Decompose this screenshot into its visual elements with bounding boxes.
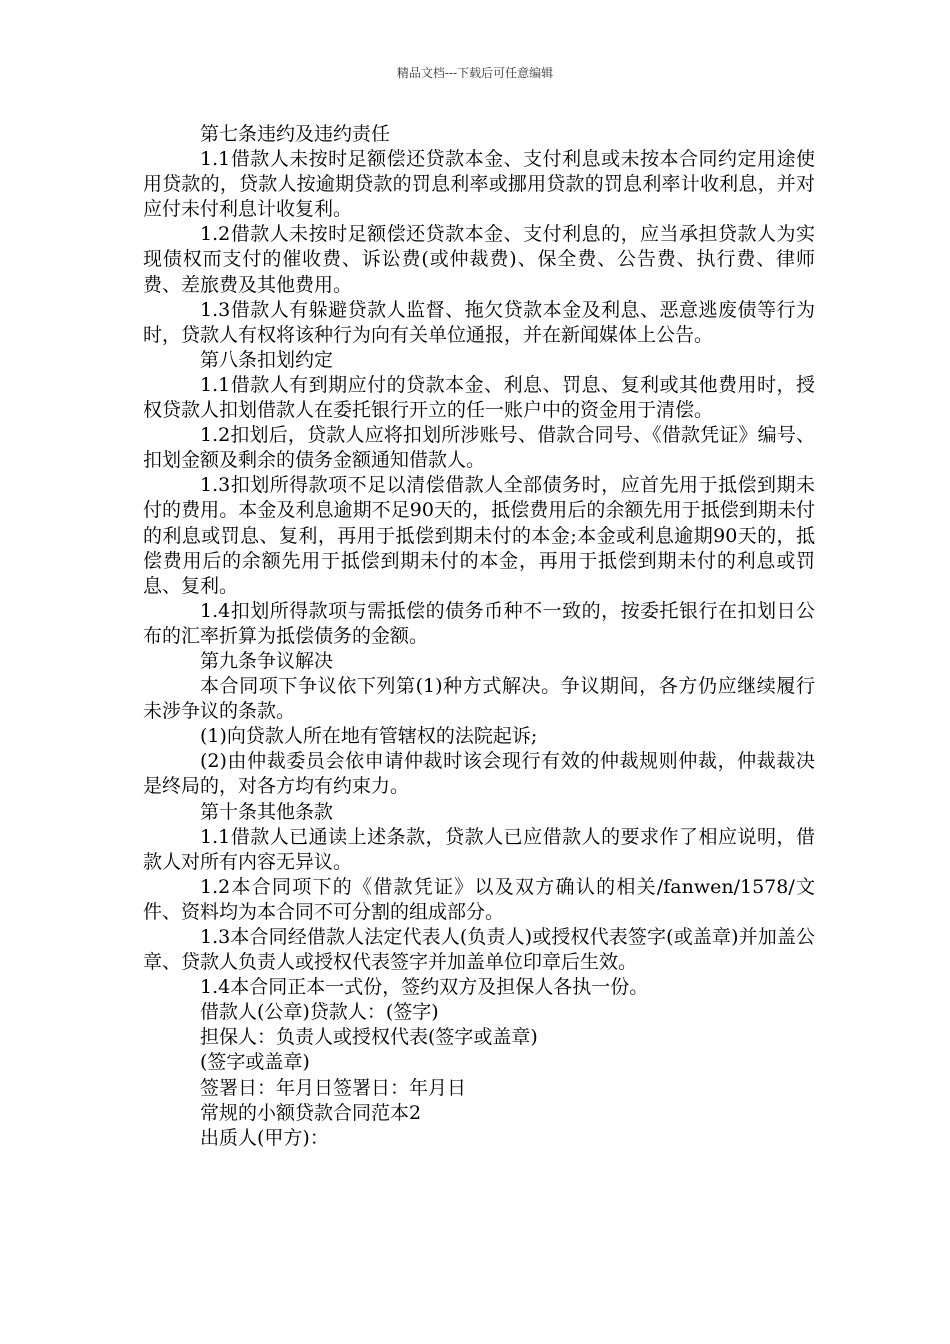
- section-heading-10: 第十条其他条款: [200, 800, 334, 823]
- clause-paragraph: 1.1借款人未按时足额偿还贷款本金、支付利息或未按本合同约定用途使用贷款的，贷款人按逾期贷款的罚息利率或挪用贷款的罚息利率计收利息，并对应付未付利息计收复利。: [143, 148, 815, 221]
- clause-paragraph: 1.4扣划所得款项与需抵偿的债务币种不一致的，按委托银行在扣划日公布的汇率折算为抵偿债务的金额。: [143, 599, 815, 647]
- clause-paragraph: (2)由仲裁委员会依申请仲裁时该会现行有效的仲裁规则仲裁，仲裁裁决是终局的，对各方均有约束力。: [143, 750, 815, 798]
- signature-date-line: 签署日：年月日签署日：年月日: [200, 1076, 467, 1099]
- clause-paragraph: 1.2借款人未按时足额偿还贷款本金、支付利息的，应当承担贷款人为实现债权而支付的催收费、诉讼费(或仲裁费)、保全费、公告费、执行费、律师费、差旅费及其他费用。: [143, 223, 815, 296]
- clause-paragraph: 1.4本合同正本一式份，签约双方及担保人各执一份。: [200, 976, 649, 999]
- clause-paragraph: 1.2本合同项下的《借款凭证》以及双方确认的相关/fanwen/1578/文件、资料均为本合同不可分割的组成部分。: [143, 875, 815, 923]
- clause-paragraph: 1.2扣划后，贷款人应将扣划所涉账号、借款合同号、《借款凭证》编号、扣划金额及剩余的债务金额通知借款人。: [143, 424, 815, 472]
- next-template-title: 常规的小额贷款合同范本2: [200, 1101, 422, 1124]
- signature-line: 借款人(公章)贷款人：(签字): [200, 1001, 439, 1024]
- section-heading-9: 第九条争议解决: [200, 649, 334, 672]
- clause-paragraph: 1.3本合同经借款人法定代表人(负责人)或授权代表签字(或盖章)并加盖公章、贷款人负责人或授权代表签字并加盖单位印章后生效。: [143, 926, 815, 974]
- signature-line: (签字或盖章): [200, 1051, 310, 1074]
- document-body: [143, 122, 815, 1151]
- section-heading-7: 第七条违约及违约责任: [200, 123, 391, 145]
- clause-paragraph: (1)向贷款人所在地有管辖权的法院起诉;: [200, 725, 538, 748]
- clause-paragraph: 1.3扣划所得款项不足以清偿借款人全部债务时，应首先用于抵偿到期未付的费用。本金及利息逾期不足90天的，抵偿费用后的余额先用于抵偿到期未付的利息或罚息、复利，再用于抵偿到期未付的本金;本金或利息逾期90天的，抵偿费用后的余额先用于抵偿到期未付的本金，再用于抵偿到期未付的利息或罚息、复利。: [143, 474, 815, 597]
- clause-paragraph: 1.1借款人有到期应付的贷款本金、利息、罚息、复利或其他费用时，授权贷款人扣划借款人在委托银行开立的任一账户中的资金用于清偿。: [143, 373, 815, 422]
- section-heading-8: 第八条扣划约定: [200, 348, 334, 371]
- page-header: 精品文档---下载后可任意编辑: [396, 66, 554, 80]
- signature-line: 担保人：负责人或授权代表(签字或盖章): [200, 1026, 538, 1049]
- clause-paragraph: 1.3借款人有躲避贷款人监督、拖欠贷款本金及利息、恶意逃废债等行为时，贷款人有权将该种行为向有关单位通报，并在新闻媒体上公告。: [143, 298, 815, 346]
- party-line: 出质人(甲方)：: [200, 1126, 329, 1149]
- clause-paragraph: 1.1借款人已通读上述条款，贷款人已应借款人的要求作了相应说明，借款人对所有内容无异议。: [143, 825, 815, 873]
- clause-paragraph: 本合同项下争议依下列第(1)种方式解决。争议期间，各方仍应继续履行未涉争议的条款。: [143, 675, 815, 723]
